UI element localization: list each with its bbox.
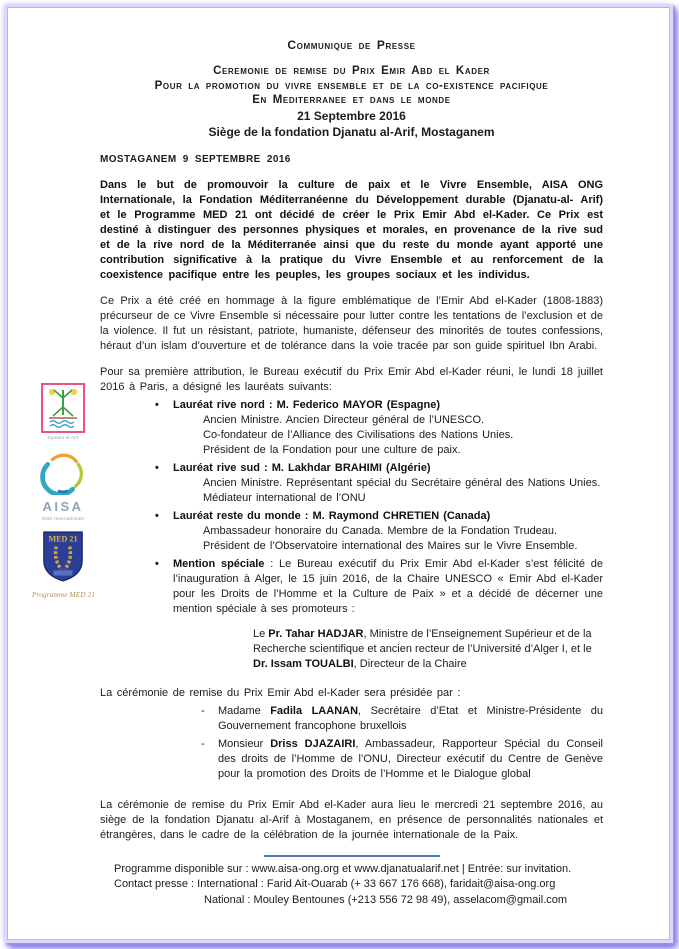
laureate-rive-nord [173, 398, 603, 458]
med21-logo-caption: Programme MED 21 [32, 590, 96, 599]
event-date: 21 Septembre 2016 [297, 108, 406, 123]
laureate-title: Lauréat rive nord : M. Federico MAYOR (Espagne) [173, 398, 440, 411]
footer-program-line: Programme disponible sur : www.aisa-ong.org et www.djanatualarif.net | Entrée: sur invitation. [114, 862, 572, 875]
promoter-name-hadjar: Pr. Tahar HADJAR [268, 627, 364, 640]
aisa-logo-label: AISA [42, 499, 84, 514]
presider-prefix: Monsieur [218, 737, 271, 750]
closing-paragraph: La cérémonie de remise du Prix Emir Abd el-Kader aura lieu le mercredi 21 septembre 2016, au siège de la fondation Djanatu al-Arif à Mostaganem, en présence de personnalités nationales et étrangères, dans le cadre de la célébration de la journée internationale de la Paix. [100, 798, 603, 841]
laureate-title: Lauréat rive sud : M. Lakhdar BRAHIMI (Algérie) [173, 461, 431, 474]
footer-divider [264, 855, 440, 857]
hommage-paragraph: Ce Prix a été créé en hommage à la figure emblématique de l’Emir Abd el-Kader (1808-1883) précurseur de ce Vivre Ensemble si nécessaire pour lutter contre les tentations de l’exclusion et de la violence. Il fut un résistant, patriote, humaniste, défenseur des minorités de toutes confessions, héraut d’un islam d’ouverture et de tolérance dans la voie tracée par son guide spirituel Ibn Arabi. [100, 294, 603, 352]
presiders-list [100, 704, 603, 782]
presider-laanan [218, 704, 603, 734]
presider-name: Driss DJAZAIRI [270, 737, 356, 750]
event-venue: Siège de la fondation Djanatu al-Arif, Mostaganem [208, 124, 495, 139]
presider-djazairi [218, 737, 603, 782]
intro-paragraph: Dans le but de promouvoir la culture de paix et le Vivre Ensemble, AISA ONG Internationale, la Fondation Méditerranéenne du Développement durable (Djanatu-al- Arif) et le Programme MED 21 ont décidé de créer le Prix Emir Abd el-Kader. Ce Prix est destiné à distinguer des personnes physiques et morales, en provenance de la rive sud et de la rive nord de la Méditerranée ainsi que du reste du monde ayant apporté une contribution significative à la pratique du Vivre Ensemble et au renforcement de la coexistence pacifique entre les peuples, les groupes sociaux et les individus. [100, 178, 603, 281]
press-release-page [7, 7, 670, 940]
footer [100, 862, 603, 909]
promoters-suffix: , Directeur de la Chaire [353, 657, 467, 670]
attribution-intro: Pour sa première attribution, le Bureau exécutif du Prix Emir Abd el-Kader réuni, le lundi 18 juillet 2016 à Paris, a désigné les lauréats suivants: [100, 365, 603, 393]
footer-contact-national: National : Mouley Bentounes (+213 556 72 98 49), asselacom@gmail.com [204, 893, 568, 906]
laureate-detail: Président de la Fondation pour une culture de paix. [203, 443, 461, 456]
title-line-2: Pour la promotion du vivre ensemble et de la co-existence pacifique [154, 79, 549, 92]
presider-role: , Ambassadeur, Rapporteur Spécial du Conseil des droits de l’Homme de l’ONU, Directeur exécutif du Centre de Genève pour la promotion des Droits de l’Homme et le Dialogue global [218, 737, 604, 780]
document-body [8, 8, 669, 939]
laureate-detail: Ambassadeur honoraire du Canada. Membre de la Fondation Trudeau. Président de l’Observatoire international des Maires sur le Vivre Ensemble. [203, 524, 578, 552]
laureate-detail: Co-fondateur de l’Alliance des Civilisations des Nations Unies. [203, 428, 514, 441]
document-type-heading: Communique de Presse [287, 38, 416, 52]
laureate-title: Lauréat reste du monde : M. Raymond CHRETIEN (Canada) [173, 509, 491, 522]
mention-label: Mention spéciale [173, 557, 265, 570]
title-block [100, 64, 603, 140]
laureate-detail: Ancien Ministre. Représentant spécial du Secrétaire général des Nations Unies. Médiateur international de l’ONU [203, 476, 601, 504]
ceremony-presided-line: La cérémonie de remise du Prix Emir Abd el-Kader sera présidée par : [100, 686, 461, 699]
presider-role: , Secrétaire d’Etat et Ministre-Présidente du Gouvernement francophone bruxellois [218, 704, 604, 732]
dateline: MOSTAGANEM 9 SEPTEMBRE 2016 [100, 153, 291, 165]
mention-speciale-item [173, 557, 603, 617]
title-line-3: En Mediterranee et dans le monde [252, 94, 451, 106]
djanatu-logo-caption: Djanatu al Arif [47, 435, 79, 440]
mention-text: : Le Bureau exécutif du Prix Emir Abd el-Kader s’est félicité de l’inauguration à Alger, le 15 juin 2016, de la Chaire UNESCO « Emir Abd el-Kader pour les Droits de l’Homme et la Culture de Paix » et a décidé de décerner une mention spéciale à ses promoteurs : [173, 557, 603, 615]
med21-shield-label: MED 21 [48, 534, 78, 544]
laureates-list [100, 398, 603, 617]
promoters-prefix: Le [253, 627, 269, 640]
footer-contact-international: Contact presse : International : Farid Ait-Ouarab (+ 33 667 176 668), faridait@aisa-ong.org [114, 878, 556, 890]
laureate-detail: Ancien Ministre. Ancien Directeur général de l’UNESCO. [203, 413, 485, 426]
laureate-rive-sud [173, 461, 603, 506]
presider-prefix: Madame [218, 704, 271, 717]
promoters-middle: , Ministre de l’Enseignement Supérieur et de la Recherche scientifique et ancien recteur de l’Université d’Alger I, et le [253, 627, 592, 655]
laureate-reste-du-monde [173, 509, 603, 554]
promoters-paragraph [253, 627, 603, 672]
promoter-name-toualbi: Dr. Issam TOUALBI [253, 657, 354, 670]
presider-name: Fadila LAANAN [270, 704, 359, 717]
title-line-1: Ceremonie de remise du Prix Emir Abd el Kader [213, 65, 490, 77]
aisa-logo-caption: ONG Internationale [41, 516, 85, 521]
